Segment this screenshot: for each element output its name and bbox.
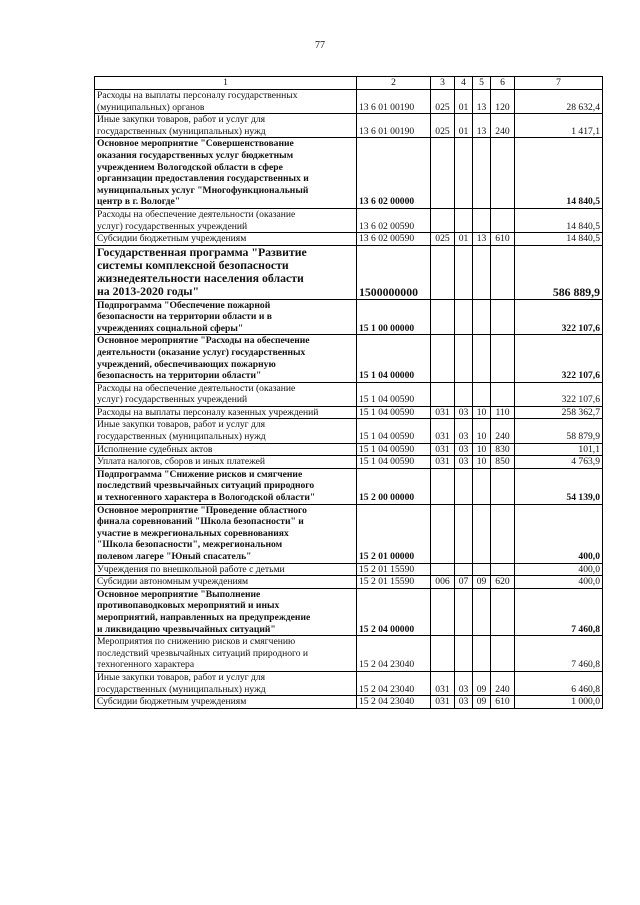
row-column-6 xyxy=(491,138,515,209)
row-code: 15 1 04 00590 xyxy=(357,419,431,443)
row-column-3: 006 xyxy=(431,576,455,589)
row-code: 15 1 04 00590 xyxy=(357,456,431,469)
row-amount: 322 107,6 xyxy=(515,299,603,335)
row-column-4 xyxy=(455,138,473,209)
table-row xyxy=(95,208,603,232)
row-column-6 xyxy=(491,335,515,382)
row-amount: 14 840,5 xyxy=(515,208,603,232)
row-amount: 400,0 xyxy=(515,563,603,576)
row-column-6: 240 xyxy=(491,114,515,138)
row-column-6: 110 xyxy=(491,406,515,419)
row-column-6 xyxy=(491,208,515,232)
row-name: Подпрограмма "Обеспечение пожарной безопасности на территории области и в учреждениях социальной сферы" xyxy=(95,299,357,335)
table-row xyxy=(95,588,603,635)
row-column-5: 09 xyxy=(473,671,491,695)
row-column-4: 03 xyxy=(455,696,473,709)
row-column-5 xyxy=(473,636,491,672)
row-amount: 6 460,8 xyxy=(515,671,603,695)
row-column-3 xyxy=(431,588,455,635)
row-name: Субсидии бюджетным учреждениям xyxy=(95,233,357,246)
row-column-3 xyxy=(431,335,455,382)
row-column-4 xyxy=(455,335,473,382)
row-column-6 xyxy=(491,504,515,563)
row-code: 15 2 04 23040 xyxy=(357,636,431,672)
row-column-6 xyxy=(491,563,515,576)
row-name: Расходы на выплаты персоналу казенных учреждений xyxy=(95,406,357,419)
table-row xyxy=(95,335,603,382)
row-amount: 258 362,7 xyxy=(515,406,603,419)
row-column-4 xyxy=(455,636,473,672)
table-row xyxy=(95,419,603,443)
row-amount: 400,0 xyxy=(515,576,603,589)
row-name: Расходы на обеспечение деятельности (оказание услуг) государственных учреждений xyxy=(95,382,357,406)
row-column-3 xyxy=(431,563,455,576)
table-row xyxy=(95,138,603,209)
row-column-5: 13 xyxy=(473,90,491,114)
row-column-4 xyxy=(455,299,473,335)
row-column-5 xyxy=(473,563,491,576)
row-column-3: 031 xyxy=(431,443,455,456)
row-code: 13 6 01 00190 xyxy=(357,90,431,114)
row-column-4: 03 xyxy=(455,456,473,469)
table-row xyxy=(95,406,603,419)
row-code: 15 1 04 00590 xyxy=(357,406,431,419)
row-column-5 xyxy=(473,245,491,299)
row-name: Иные закупки товаров, работ и услуг для государственных (муниципальных) нужд xyxy=(95,419,357,443)
row-code: 15 1 00 00000 xyxy=(357,299,431,335)
row-column-5: 09 xyxy=(473,576,491,589)
header-cell: 5 xyxy=(473,77,491,90)
row-amount: 400,0 xyxy=(515,504,603,563)
header-cell: 2 xyxy=(357,77,431,90)
row-column-5 xyxy=(473,382,491,406)
row-code: 15 2 04 23040 xyxy=(357,671,431,695)
row-column-3 xyxy=(431,636,455,672)
row-column-3: 025 xyxy=(431,233,455,246)
page-number: 77 xyxy=(315,40,325,51)
row-column-5: 10 xyxy=(473,406,491,419)
row-amount: 7 460,8 xyxy=(515,636,603,672)
header-cell: 1 xyxy=(95,77,357,90)
row-column-4 xyxy=(455,563,473,576)
row-name: Основное мероприятие "Совершенствование оказания государственных услуг бюджетным учреждением Вологодской области в сфере организации предоставления государственных и муниципальных услуг "Многофункциональный центр в г. Вологде" xyxy=(95,138,357,209)
row-code: 13 6 02 00590 xyxy=(357,208,431,232)
row-name: Подпрограмма "Снижение рисков и смягчение последствий чрезвычайных ситуаций природного и техногенного характера в Вологодской области" xyxy=(95,468,357,504)
table-row xyxy=(95,504,603,563)
row-column-4: 03 xyxy=(455,671,473,695)
row-name: Субсидии бюджетным учреждениям xyxy=(95,696,357,709)
table-row xyxy=(95,563,603,576)
row-column-3: 031 xyxy=(431,406,455,419)
row-name: Мероприятия по снижению рисков и смягчению последствий чрезвычайных ситуаций природного и техногенного характера xyxy=(95,636,357,672)
row-column-3: 031 xyxy=(431,696,455,709)
row-name: Государственная программа "Развитие системы комплексной безопасности жизнедеятельности населения области на 2013-2020 годы" xyxy=(95,245,357,299)
table-row xyxy=(95,90,603,114)
table-row xyxy=(95,114,603,138)
row-amount: 14 840,5 xyxy=(515,233,603,246)
table-row xyxy=(95,468,603,504)
row-column-6 xyxy=(491,468,515,504)
row-code: 15 1 04 00590 xyxy=(357,443,431,456)
row-code: 1500000000 xyxy=(357,245,431,299)
row-column-6 xyxy=(491,299,515,335)
row-amount: 1 417,1 xyxy=(515,114,603,138)
row-column-6: 240 xyxy=(491,671,515,695)
row-amount: 101,1 xyxy=(515,443,603,456)
row-column-3: 025 xyxy=(431,90,455,114)
header-cell: 4 xyxy=(455,77,473,90)
table-row xyxy=(95,233,603,246)
row-name: Основное мероприятие "Расходы на обеспечение деятельности (оказание услуг) государственных учреждений, обеспечивающих пожарную безопасность на территории области" xyxy=(95,335,357,382)
row-column-3 xyxy=(431,299,455,335)
row-column-6: 240 xyxy=(491,419,515,443)
row-column-5 xyxy=(473,138,491,209)
row-code: 15 2 01 15590 xyxy=(357,576,431,589)
row-column-6: 610 xyxy=(491,696,515,709)
row-code: 15 2 01 00000 xyxy=(357,504,431,563)
row-column-5 xyxy=(473,335,491,382)
table-row xyxy=(95,245,603,299)
row-column-3: 025 xyxy=(431,114,455,138)
table-row xyxy=(95,443,603,456)
row-amount: 586 889,9 xyxy=(515,245,603,299)
row-name: Основное мероприятие "Проведение областного финала соревнований "Школа безопасности" и участие в межрегиональных соревнованиях "Школа безопасности", межрегиональном полевом лагере "Юный спасатель" xyxy=(95,504,357,563)
row-amount: 322 107,6 xyxy=(515,382,603,406)
row-column-6 xyxy=(491,636,515,672)
row-code: 13 6 01 00190 xyxy=(357,114,431,138)
row-column-5 xyxy=(473,468,491,504)
row-column-6: 850 xyxy=(491,456,515,469)
row-name: Основное мероприятие "Выполнение противопаводковых мероприятий и иных мероприятий, направленных на предупреждение и ликвидацию чрезвычайных ситуаций" xyxy=(95,588,357,635)
row-column-4: 01 xyxy=(455,90,473,114)
row-column-3 xyxy=(431,245,455,299)
table-header-row xyxy=(95,77,603,90)
row-name: Учреждения по внешкольной работе с детьми xyxy=(95,563,357,576)
header-cell: 6 xyxy=(491,77,515,90)
row-amount: 54 139,0 xyxy=(515,468,603,504)
row-column-4: 01 xyxy=(455,233,473,246)
row-name: Расходы на обеспечение деятельности (оказание услуг) государственных учреждений xyxy=(95,208,357,232)
row-column-5 xyxy=(473,299,491,335)
row-column-3 xyxy=(431,504,455,563)
row-column-3: 031 xyxy=(431,419,455,443)
row-name: Уплата налогов, сборов и иных платежей xyxy=(95,456,357,469)
row-code: 13 6 02 00000 xyxy=(357,138,431,209)
row-column-6 xyxy=(491,245,515,299)
row-column-5: 10 xyxy=(473,419,491,443)
table-row xyxy=(95,636,603,672)
row-name: Иные закупки товаров, работ и услуг для государственных (муниципальных) нужд xyxy=(95,671,357,695)
row-column-5: 13 xyxy=(473,233,491,246)
table-row xyxy=(95,671,603,695)
row-column-4 xyxy=(455,382,473,406)
row-name: Исполнение судебных актов xyxy=(95,443,357,456)
row-column-5: 10 xyxy=(473,456,491,469)
row-amount: 322 107,6 xyxy=(515,335,603,382)
row-column-6: 620 xyxy=(491,576,515,589)
row-column-3 xyxy=(431,208,455,232)
row-column-4: 07 xyxy=(455,576,473,589)
row-column-6: 830 xyxy=(491,443,515,456)
row-name: Иные закупки товаров, работ и услуг для государственных (муниципальных) нужд xyxy=(95,114,357,138)
header-cell: 7 xyxy=(515,77,603,90)
row-code: 15 2 04 23040 xyxy=(357,696,431,709)
row-column-3 xyxy=(431,382,455,406)
row-column-3: 031 xyxy=(431,671,455,695)
row-column-4: 01 xyxy=(455,114,473,138)
row-column-4 xyxy=(455,468,473,504)
row-column-5 xyxy=(473,588,491,635)
budget-table xyxy=(94,76,603,709)
row-column-4 xyxy=(455,208,473,232)
table-row xyxy=(95,696,603,709)
table-row xyxy=(95,299,603,335)
table-row xyxy=(95,456,603,469)
row-column-6 xyxy=(491,588,515,635)
row-amount: 1 000,0 xyxy=(515,696,603,709)
table-row xyxy=(95,382,603,406)
row-code: 15 2 04 00000 xyxy=(357,588,431,635)
row-column-6: 120 xyxy=(491,90,515,114)
row-code: 15 1 04 00590 xyxy=(357,382,431,406)
row-name: Субсидии автономным учреждениям xyxy=(95,576,357,589)
row-column-4: 03 xyxy=(455,443,473,456)
row-column-5 xyxy=(473,208,491,232)
row-column-4: 03 xyxy=(455,419,473,443)
row-code: 15 2 01 15590 xyxy=(357,563,431,576)
row-column-3 xyxy=(431,138,455,209)
row-amount: 14 840,5 xyxy=(515,138,603,209)
row-column-4 xyxy=(455,588,473,635)
row-column-6: 610 xyxy=(491,233,515,246)
row-amount: 4 763,9 xyxy=(515,456,603,469)
row-column-3 xyxy=(431,468,455,504)
row-column-4 xyxy=(455,504,473,563)
row-code: 15 2 00 00000 xyxy=(357,468,431,504)
row-column-5: 09 xyxy=(473,696,491,709)
row-amount: 28 632,4 xyxy=(515,90,603,114)
row-column-3: 031 xyxy=(431,456,455,469)
row-code: 15 1 04 00000 xyxy=(357,335,431,382)
row-column-5: 10 xyxy=(473,443,491,456)
row-amount: 7 460,8 xyxy=(515,588,603,635)
row-amount: 58 879,9 xyxy=(515,419,603,443)
row-code: 13 6 02 00590 xyxy=(357,233,431,246)
row-column-5: 13 xyxy=(473,114,491,138)
row-column-6 xyxy=(491,382,515,406)
row-column-4: 03 xyxy=(455,406,473,419)
row-column-4 xyxy=(455,245,473,299)
table-row xyxy=(95,576,603,589)
row-name: Расходы на выплаты персоналу государственных (муниципальных) органов xyxy=(95,90,357,114)
row-column-5 xyxy=(473,504,491,563)
header-cell: 3 xyxy=(431,77,455,90)
